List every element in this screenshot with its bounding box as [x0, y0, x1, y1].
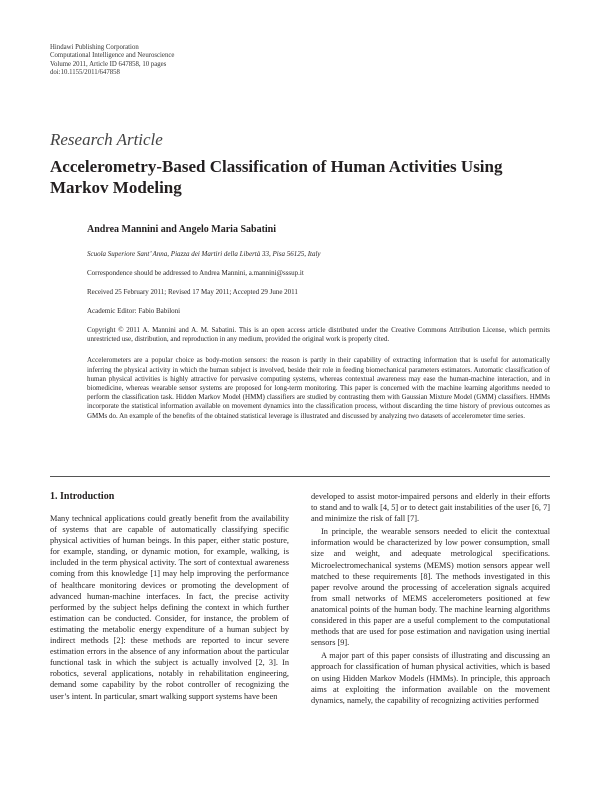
- paragraph: Many technical applications could greatly benefit from the availability of systems that are capable of automatically classifying specific physical activities of human beings. In this paper, either static posture, for example, standing, or dynamic motion, for example, walking, is included in the term physical activity. The sort of contextual awareness coming from this knowledge [1] may help improving the performance of healthcare monitoring devices or promoting the development of advanced human-machine interfaces. In fact, the precise activity performed by the subject helps defining the context in which further estimation can be conducted. Consider, for instance, the problem of estimating the metabolic energy expenditure of a human subject by indirect methods [2]: these methods are reported to incur severe estimation errors in the absence of any information about the particular functional task in which the subject is actually involved [2, 3]. In robotics, several applications, notably in rehabilitation engineering, demand some capability by the robot controller of recognizing the user’s intent. In particular, smart walking support systems have been: [50, 514, 289, 701]
- article-type: Research Article: [50, 130, 163, 149]
- doi: doi:10.1155/2011/647858: [50, 69, 120, 77]
- authors: Andrea Mannini and Angelo Maria Sabatini: [87, 224, 277, 235]
- article-title: [50, 156, 550, 198]
- academic-editor: Academic Editor: Fabio Babiloni: [87, 307, 181, 315]
- abstract: Accelerometers are a popular choice as body-motion sensors: the reason is partly in their capability of extracting information that is useful for automatically inferring the physical activity in which the human subject is involved, beside their role in feeding biomechanical parameters estimators. Automatic classification of human physical activities is highly attractive for pervasive computing systems, whereas contextual awareness may ease the human-machine interaction, and in biomedicine, whereas wearable sensor systems are proposed for long-term monitoring. This paper is concerned with the machine learning algorithms needed to perform the classification task. Hidden Markov Model (HMM) classifiers are studied by contrasting them with Gaussian Mixture Model (GMM) classifiers. HMMs incorporate the statistical information available on movement dynamics into the classification process, without discarding the time history of previous outcomes as GMMs do. An example of the benefits of the obtained statistical leverage is illustrated and discussed by analyzing two datasets of accelerometer time series.: [87, 356, 550, 420]
- title-line-2: Markov Modeling: [50, 178, 182, 197]
- volume-info: Volume 2011, Article ID 647858, 10 pages: [50, 60, 167, 68]
- title-line-1: Accelerometry-Based Classification of Human Activities Using: [50, 157, 503, 176]
- section-heading-introduction: 1. Introduction: [50, 491, 115, 502]
- right-column: [311, 491, 550, 706]
- paragraph: In principle, the wearable sensors needed to elicit the contextual information would be characterized by low power consumption, small size and weight, and adequate metrological specifications. Microelectromechanical systems (MEMS) motion sensors appear well matched to these requirements [8]. The methods investigated in this paper revolve around the processing of acceleration signals acquired from small networks of MEMS accelerometers positioned at few anatomical points of the human body. The machine learning algorithms considered in this paper are a useful complement to the computational methods that are used for pose estimation and navigation using inertial sensors [9].: [311, 527, 550, 648]
- correspondence: Correspondence should be addressed to Andrea Mannini, a.mannini@sssup.it: [87, 269, 304, 277]
- front-matter: [87, 224, 550, 421]
- section-divider: [50, 476, 550, 477]
- publisher: Hindawi Publishing Corporation: [50, 44, 139, 51]
- left-column: [50, 491, 289, 702]
- copyright-notice: Copyright © 2011 A. Mannini and A. M. Sabatini. This is an open access article distributed under the Creative Commons Attribution License, which permits unrestricted use, distribution, and reproduction in any medium, provided the original work is properly cited.: [87, 326, 550, 344]
- journal-name: Computational Intelligence and Neuroscience: [50, 52, 175, 60]
- paragraph: A major part of this paper consists of illustrating and discussing an approach for classification of human physical activities, which is based on using Hidden Markov Models (HMMs). In principle, this approach aims at exploiting the information available on the movement dynamics, namely, the capability of recognizing activities performed: [311, 651, 550, 705]
- journal-info: [50, 44, 174, 78]
- dates: Received 25 February 2011; Revised 17 May 2011; Accepted 29 June 2011: [87, 288, 298, 296]
- affiliation: Scuola Superiore Sant’ Anna, Piazza dei Martiri della Libertà 33, Pisa 56125, Italy: [87, 250, 321, 258]
- paragraph: developed to assist motor-impaired persons and elderly in their efforts to stand and to walk [4, 5] or to detect gait instabilities of the user [6, 7] and minimize the risk of fall [7].: [311, 492, 550, 524]
